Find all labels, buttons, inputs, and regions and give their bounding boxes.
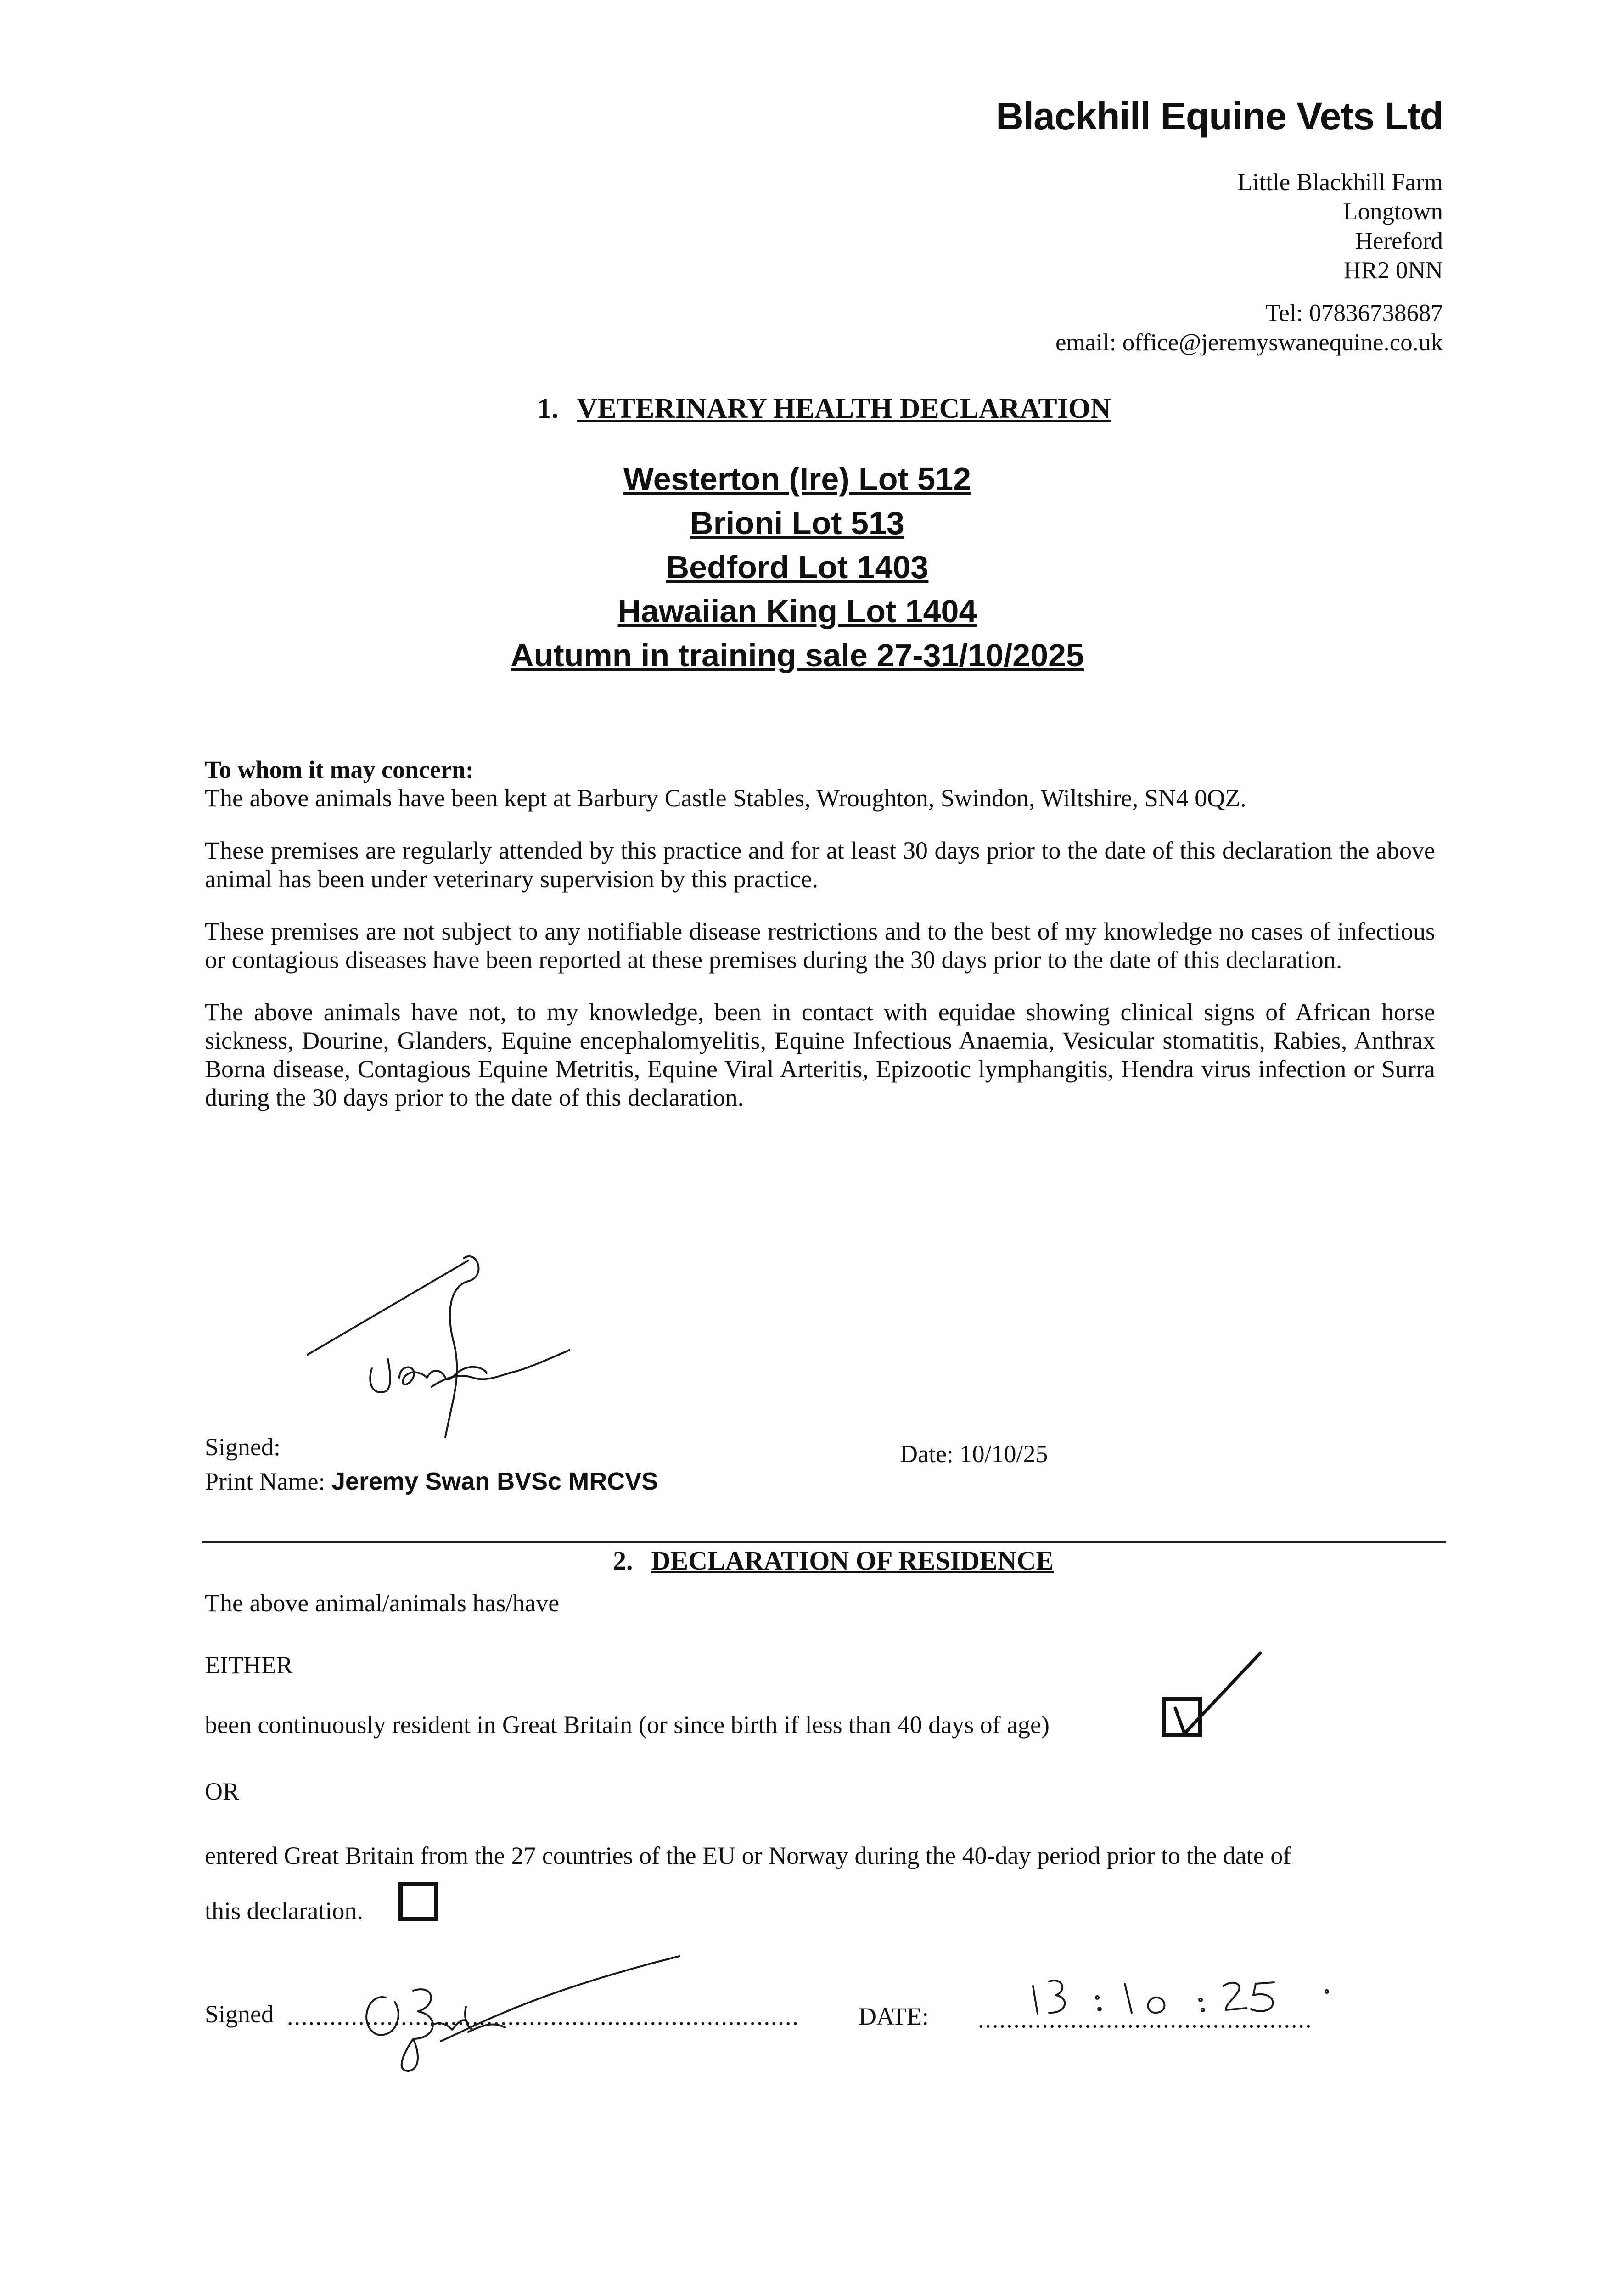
sale-line: Autumn in training sale 27-31/10/2025 (511, 637, 1084, 673)
address-line: HR2 0NN (1343, 257, 1443, 284)
section2-title: DECLARATION OF RESIDENCE (651, 1546, 1054, 1576)
or-label: OR (205, 1778, 240, 1805)
email: email: office@jeremyswanequine.co.uk (1055, 329, 1443, 356)
option-entered-checkbox[interactable] (398, 1882, 438, 1921)
paragraph: The above animals have not, to my knowledge, been in contact with equidae showing clinical signs of African horse sickness, Dourine, Glanders, Equine encephalomyelitis, Equine Infectious Anaemia, Vesicular stomatitis, Rabies, Anthrax Borna disease, Contagious Equine Metritis, Equine Viral Arteritis, Epizootic lymphangitis, Hendra virus infection or Surra during the 30 days prior to the date of this declaration. (205, 998, 1435, 1111)
paragraph: These premises are not subject to any notifiable disease restrictions and to the best of my knowledge no cases of infectious or contagious diseases have been reported at these premises during the 30 days prior to the date of this declaration. (205, 917, 1435, 974)
paragraph: These premises are regularly attended by this practice and for at least 30 days prior to the date of this declaration the above animal has been under veterinary supervision by this practice. (205, 837, 1435, 893)
address-line: Hereford (1355, 228, 1443, 254)
print-name-label: Print Name: (205, 1468, 331, 1495)
paragraph (205, 755, 1435, 812)
section1-number: 1. (537, 393, 559, 424)
paragraph-text: The above animals have been kept at Barbury Castle Stables, Wroughton, Swindon, Wiltshire, SN4 0QZ. (205, 784, 1246, 812)
section2-heading (613, 1545, 1054, 1576)
section-divider (202, 1541, 1446, 1543)
check-mark-icon (1166, 1649, 1267, 1740)
declaration-date: Date: 10/10/25 (900, 1440, 1048, 1468)
declaration-body (205, 755, 1435, 1136)
signature-dotted-line: ........................................................................ (287, 2003, 799, 2030)
company-contact (1055, 298, 1443, 357)
signed-label: Signed: (205, 1433, 281, 1461)
section1-title: VETERINARY HEALTH DECLARATION (577, 393, 1111, 424)
address-line: Little Blackhill Farm (1237, 169, 1443, 196)
option-entered-label-cont: this declaration. (205, 1897, 363, 1925)
either-label: EITHER (205, 1651, 293, 1679)
option-entered-label: entered Great Britain from the 27 countries of the EU or Norway during the 40-day period prior to the date of (205, 1842, 1291, 1869)
residence-signed-label: Signed (205, 2000, 274, 2028)
salutation: To whom it may concern: (205, 756, 474, 783)
vet-signature (294, 1240, 578, 1451)
section1-heading (537, 393, 1111, 425)
company-address (1238, 168, 1443, 285)
print-name (205, 1467, 658, 1496)
address-line: Longtown (1343, 198, 1443, 225)
lot-list (0, 457, 1622, 677)
lot-line: Bedford Lot 1403 (666, 549, 929, 585)
print-name-value: Jeremy Swan BVSc MRCVS (331, 1468, 658, 1495)
option-resident-label: been continuously resident in Great Britain (or since birth if less than 40 days of age) (205, 1711, 1050, 1739)
residence-date-label: DATE: (859, 2003, 929, 2030)
lot-line: Hawaiian King Lot 1404 (617, 593, 977, 629)
residence-intro: The above animal/animals has/have (205, 1589, 560, 1617)
section2-number: 2. (613, 1546, 633, 1576)
date-dotted-line: ............................................... (978, 2005, 1313, 2033)
handwritten-date (1024, 1958, 1354, 2023)
owner-signature (349, 1947, 698, 2080)
lot-line: Westerton (Ire) Lot 512 (623, 461, 971, 497)
company-name: Blackhill Equine Vets Ltd (996, 95, 1443, 138)
telephone: Tel: 07836738687 (1265, 300, 1443, 326)
lot-line: Brioni Lot 513 (690, 505, 904, 541)
